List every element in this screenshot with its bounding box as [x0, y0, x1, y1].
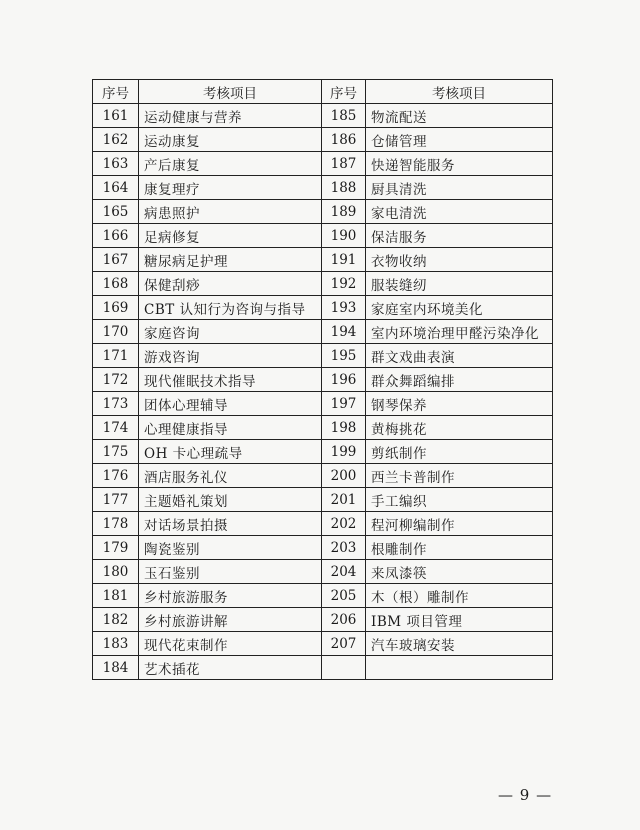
- table-row: [93, 656, 553, 680]
- row-item-right: 西兰卡普制作: [366, 464, 553, 488]
- row-item-left: 团体心理辅导: [139, 392, 322, 416]
- row-no-left: 172: [93, 368, 139, 392]
- row-item-left: CBT 认知行为咨询与指导: [139, 296, 322, 320]
- row-no-right: 188: [322, 176, 366, 200]
- row-no-right: 195: [322, 344, 366, 368]
- row-no-right: 199: [322, 440, 366, 464]
- row-no-right: 202: [322, 512, 366, 536]
- row-no-left: 176: [93, 464, 139, 488]
- row-item-right: 木（根）雕制作: [366, 584, 553, 608]
- row-no-right: 196: [322, 368, 366, 392]
- row-no-right: [322, 656, 366, 680]
- row-no-right: 204: [322, 560, 366, 584]
- row-no-right: 194: [322, 320, 366, 344]
- row-item-right: 钢琴保养: [366, 392, 553, 416]
- row-no-left: 169: [93, 296, 139, 320]
- row-no-right: 201: [322, 488, 366, 512]
- row-no-right: 186: [322, 128, 366, 152]
- row-item-right: 厨具清洗: [366, 176, 553, 200]
- table-row: [93, 200, 553, 224]
- row-item-right: 汽车玻璃安装: [366, 632, 553, 656]
- table-row: [93, 344, 553, 368]
- row-item-left: 康复理疗: [139, 176, 322, 200]
- row-no-left: 179: [93, 536, 139, 560]
- row-item-right: 家庭室内环境美化: [366, 296, 553, 320]
- header-no-left: 序号: [93, 80, 139, 104]
- table-row: [93, 536, 553, 560]
- row-no-left: 180: [93, 560, 139, 584]
- row-item-right: 快递智能服务: [366, 152, 553, 176]
- header-no-right: 序号: [322, 80, 366, 104]
- row-item-left: 心理健康指导: [139, 416, 322, 440]
- row-no-left: 171: [93, 344, 139, 368]
- row-item-left: 家庭咨询: [139, 320, 322, 344]
- row-no-left: 162: [93, 128, 139, 152]
- row-item-right: 根雕制作: [366, 536, 553, 560]
- table-row: [93, 104, 553, 128]
- row-item-right: 家电清洗: [366, 200, 553, 224]
- table-row: [93, 416, 553, 440]
- row-no-right: 203: [322, 536, 366, 560]
- row-no-right: 205: [322, 584, 366, 608]
- row-item-left: 保健刮痧: [139, 272, 322, 296]
- row-no-left: 174: [93, 416, 139, 440]
- table-row: [93, 560, 553, 584]
- row-item-left: 运动健康与营养: [139, 104, 322, 128]
- row-no-left: 166: [93, 224, 139, 248]
- row-item-left: 病患照护: [139, 200, 322, 224]
- row-item-left: 足病修复: [139, 224, 322, 248]
- row-item-right: 群众舞蹈编排: [366, 368, 553, 392]
- row-item-left: 对话场景拍摄: [139, 512, 322, 536]
- row-no-right: 207: [322, 632, 366, 656]
- row-no-right: 185: [322, 104, 366, 128]
- header-item-left: 考核项目: [139, 80, 322, 104]
- row-item-right: 服装缝纫: [366, 272, 553, 296]
- row-item-left: 产后康复: [139, 152, 322, 176]
- row-no-left: 161: [93, 104, 139, 128]
- row-item-right: 仓储管理: [366, 128, 553, 152]
- table-row: [93, 320, 553, 344]
- table-row: [93, 368, 553, 392]
- table-row: [93, 248, 553, 272]
- row-item-left: 玉石鉴别: [139, 560, 322, 584]
- row-no-left: 178: [93, 512, 139, 536]
- row-item-left: OH 卡心理疏导: [139, 440, 322, 464]
- row-item-left: 酒店服务礼仪: [139, 464, 322, 488]
- row-no-left: 173: [93, 392, 139, 416]
- row-item-right: IBM 项目管理: [366, 608, 553, 632]
- row-no-right: 190: [322, 224, 366, 248]
- table-row: [93, 488, 553, 512]
- row-item-right: 来凤漆筷: [366, 560, 553, 584]
- row-item-left: 现代花束制作: [139, 632, 322, 656]
- row-item-left: 乡村旅游讲解: [139, 608, 322, 632]
- row-item-right: 剪纸制作: [366, 440, 553, 464]
- table-row: [93, 392, 553, 416]
- row-no-left: 164: [93, 176, 139, 200]
- row-item-right: 黄梅挑花: [366, 416, 553, 440]
- row-no-right: 189: [322, 200, 366, 224]
- table-header-row: [93, 80, 553, 104]
- table-row: [93, 440, 553, 464]
- row-no-left: 175: [93, 440, 139, 464]
- row-item-left: 主题婚礼策划: [139, 488, 322, 512]
- row-item-right: 衣物收纳: [366, 248, 553, 272]
- row-no-right: 200: [322, 464, 366, 488]
- row-item-left: 运动康复: [139, 128, 322, 152]
- row-no-left: 183: [93, 632, 139, 656]
- table-row: [93, 584, 553, 608]
- row-no-right: 197: [322, 392, 366, 416]
- row-item-right: 群文戏曲表演: [366, 344, 553, 368]
- row-item-left: 艺术插花: [139, 656, 322, 680]
- row-item-left: 陶瓷鉴别: [139, 536, 322, 560]
- row-item-right: 保洁服务: [366, 224, 553, 248]
- row-no-right: 193: [322, 296, 366, 320]
- table-row: [93, 128, 553, 152]
- row-no-left: 170: [93, 320, 139, 344]
- row-item-left: 游戏咨询: [139, 344, 322, 368]
- header-item-right: 考核项目: [366, 80, 553, 104]
- table-row: [93, 512, 553, 536]
- row-no-right: 192: [322, 272, 366, 296]
- assessment-table: [92, 79, 553, 680]
- table-row: [93, 152, 553, 176]
- table-row: [93, 464, 553, 488]
- row-item-right: 物流配送: [366, 104, 553, 128]
- row-no-left: 181: [93, 584, 139, 608]
- row-no-right: 206: [322, 608, 366, 632]
- row-item-right: 室内环境治理甲醛污染净化: [366, 320, 553, 344]
- row-no-right: 198: [322, 416, 366, 440]
- row-no-left: 165: [93, 200, 139, 224]
- table-row: [93, 632, 553, 656]
- table-row: [93, 608, 553, 632]
- row-no-left: 163: [93, 152, 139, 176]
- table-row: [93, 296, 553, 320]
- page-number: — 9 —: [498, 786, 553, 804]
- row-no-left: 184: [93, 656, 139, 680]
- row-no-left: 168: [93, 272, 139, 296]
- row-no-left: 167: [93, 248, 139, 272]
- row-item-left: 乡村旅游服务: [139, 584, 322, 608]
- row-no-left: 177: [93, 488, 139, 512]
- table-row: [93, 224, 553, 248]
- row-no-right: 187: [322, 152, 366, 176]
- table-row: [93, 272, 553, 296]
- row-item-left: 糖尿病足护理: [139, 248, 322, 272]
- row-no-right: 191: [322, 248, 366, 272]
- row-item-right: 程河柳编制作: [366, 512, 553, 536]
- table-row: [93, 176, 553, 200]
- row-no-left: 182: [93, 608, 139, 632]
- row-item-left: 现代催眠技术指导: [139, 368, 322, 392]
- row-item-right: [366, 656, 553, 680]
- row-item-right: 手工编织: [366, 488, 553, 512]
